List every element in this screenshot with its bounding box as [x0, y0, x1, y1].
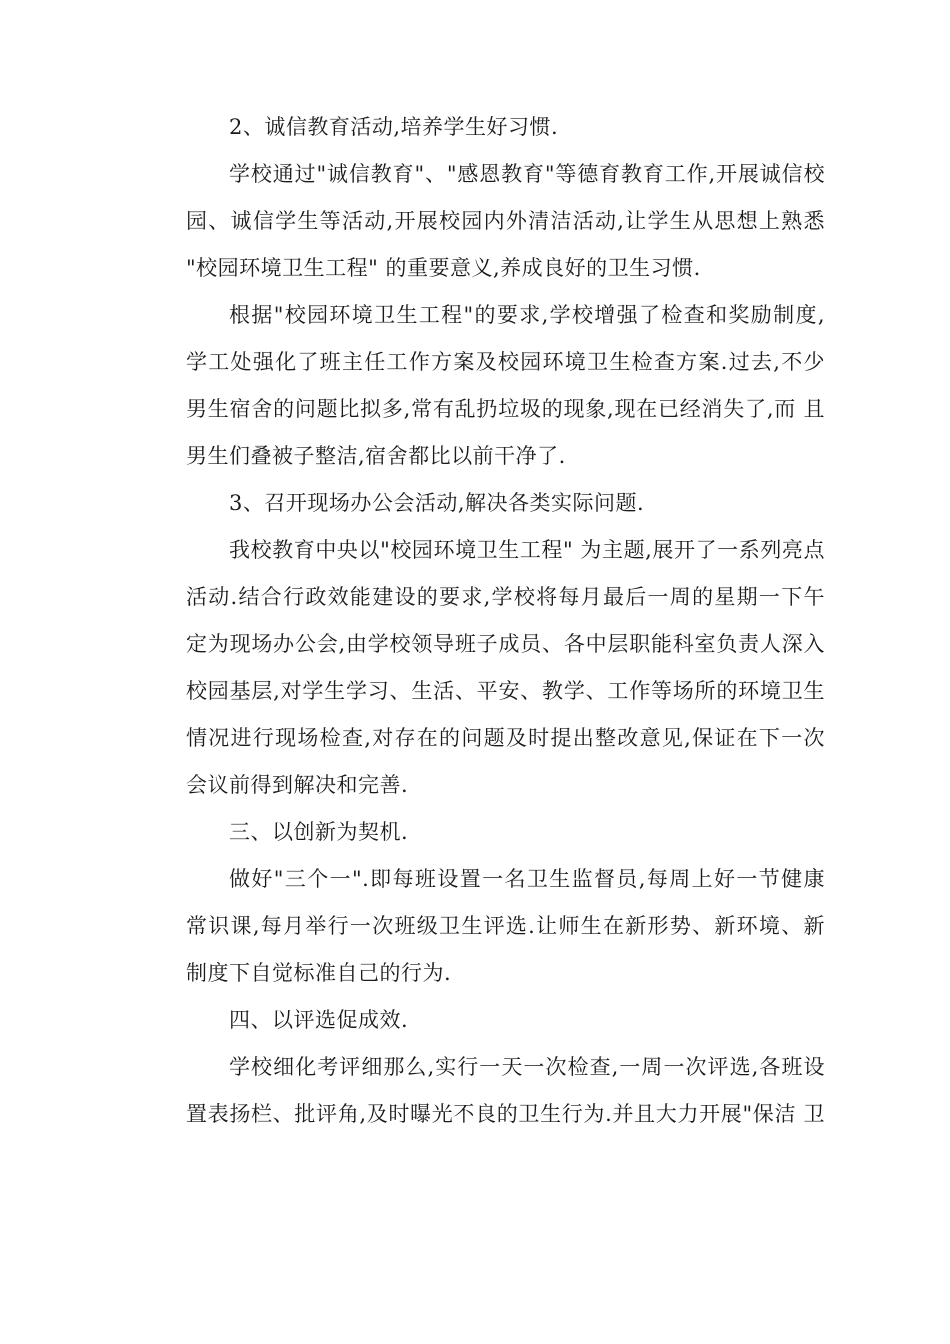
text-line: 制度下自觉标准自己的行为.	[186, 961, 452, 985]
text-line: "校园环境卫生工程" 的重要意义,养成良好的卫生习惯.	[186, 256, 701, 280]
text-line: 学校细化考评细那么,实行一天一次检查,一周一次评选,各班设	[229, 1055, 825, 1079]
text-line: 2、诚信教育活动,培养学生好习惯.	[229, 115, 559, 139]
paragraph-evaluation-details	[143, 1044, 825, 1138]
text-line: 三、以创新为契机.	[229, 820, 409, 844]
text-line: 园、诚信学生等活动,开展校园内外清洁活动,让学生从思想上熟悉	[186, 209, 825, 233]
text-line: 活动.结合行政效能建设的要求,学校将每月最后一周的星期一下午	[186, 585, 825, 609]
text-line: 置表扬栏、批评角,及时曝光不良的卫生行为.并且大力开展"保洁 卫	[186, 1102, 825, 1126]
document-body	[143, 104, 825, 1138]
text-line: 做好"三个一".即每班设置一名卫生监督员,每周上好一节健康	[229, 867, 825, 891]
text-line: 男生宿舍的问题比拟多,常有乱扔垃圾的现象,现在已经消失了,而 且	[186, 397, 825, 421]
text-line: 校园基层,对学生学习、生活、平安、教学、工作等场所的环境卫生	[186, 679, 825, 703]
paragraph-section-2-heading	[143, 104, 825, 151]
text-line: 定为现场办公会,由学校领导班子成员、各中层职能科室负责人深入	[186, 632, 825, 656]
paragraph-onsite-meeting	[143, 527, 825, 809]
paragraph-innovation-heading	[143, 809, 825, 856]
text-line: 情况进行现场检查,对存在的问题及时提出整改意见,保证在下一次	[186, 726, 825, 750]
text-line: 我校教育中央以"校园环境卫生工程" 为主题,展开了一系列亮点	[229, 538, 825, 562]
text-line: 根据"校园环境卫生工程"的要求,学校增强了检查和奖励制度,	[229, 303, 825, 327]
text-line: 男生们叠被子整洁,宿舍都比以前干净了.	[186, 444, 566, 468]
paragraph-three-ones	[143, 856, 825, 997]
text-line: 3、召开现场办公会活动,解决各类实际问题.	[229, 491, 645, 515]
text-line: 常识课,每月举行一次班级卫生评选.让师生在新形势、新环境、新	[186, 914, 825, 938]
paragraph-honesty-education	[143, 151, 825, 292]
text-line: 会议前得到解决和完善.	[186, 773, 409, 797]
text-line: 四、以评选促成效.	[229, 1008, 409, 1032]
text-line: 学工处强化了班主任工作方案及校园环境卫生检查方案.过去,不少	[186, 350, 825, 374]
paragraph-inspection-system	[143, 292, 825, 480]
paragraph-section-3-heading	[143, 480, 825, 527]
paragraph-evaluation-heading	[143, 997, 825, 1044]
text-line: 学校通过"诚信教育"、"感恩教育"等德育教育工作,开展诚信校	[229, 162, 825, 186]
